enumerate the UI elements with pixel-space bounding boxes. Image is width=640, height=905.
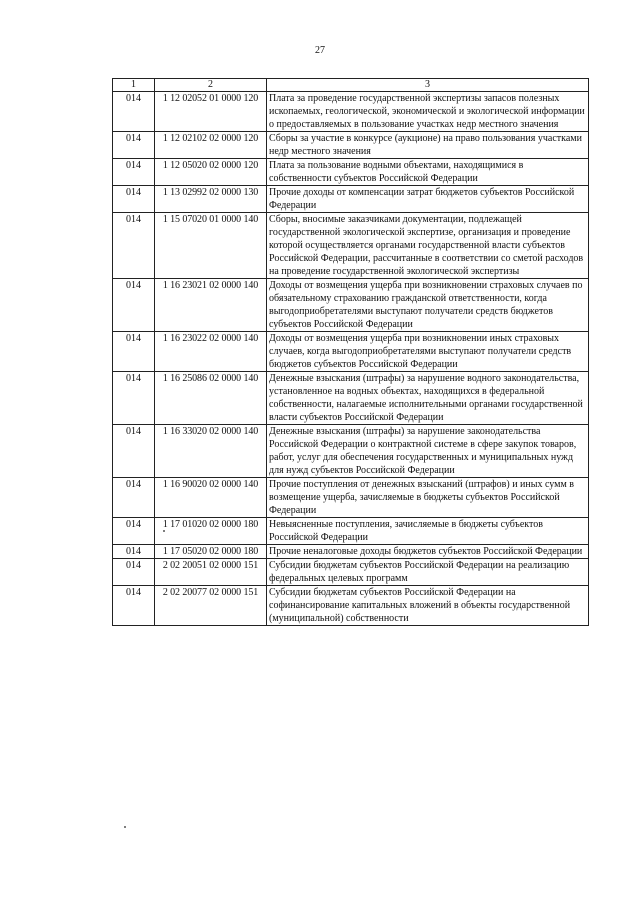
table-row [113,425,589,478]
description-cell: Прочие доходы от компенсации затрат бюджетов субъектов Российской Федерации [267,186,589,213]
description-cell: Денежные взыскания (штрафы) за нарушение водного законодательства, установленное на водных объектах, находящихся в федеральной собственности, налагаемые исполнительными органами государственной власти субъектов Российской Федерации [267,372,589,425]
admin-code-cell: 014 [113,92,155,132]
admin-code-cell: 014 [113,586,155,626]
description-cell: Плата за пользование водными объектами, находящимися в собственности субъектов Российской Федерации [267,159,589,186]
column-header-2: 2 [155,79,267,92]
revenue-code-cell: 1 12 05020 02 0000 120 [155,159,267,186]
description-cell: Невыясненные поступления, зачисляемые в бюджеты субъектов Российской Федерации [267,518,589,545]
admin-code-cell: 014 [113,132,155,159]
description-cell: Сборы за участие в конкурсе (аукционе) на право пользования участками недр местного значения [267,132,589,159]
table-row [113,92,589,132]
table-row [113,159,589,186]
description-cell: Доходы от возмещения ущерба при возникновении иных страховых случаев, когда выгодоприобретателями выступают получатели средств бюджетов субъектов Российской Федерации [267,332,589,372]
description-cell: Сборы, вносимые заказчиками документации, подлежащей государственной экологической экспертизе, организация и проведение которой осуществляется органами государственной власти субъектов Российской Федерации, рассчитанные в соответствии со сметой расходов на проведение государственной экологической экспертизы [267,213,589,279]
table-header-row [113,79,589,92]
table-row [113,586,589,626]
column-header-1: 1 [113,79,155,92]
admin-code-cell: 014 [113,372,155,425]
table-row [113,213,589,279]
table-row [113,279,589,332]
table-row [113,332,589,372]
revenue-code-cell: 2 02 20051 02 0000 151 [155,559,267,586]
page-number: 27 [315,45,325,56]
admin-code-cell: 014 [113,478,155,518]
revenue-code-cell: 1 16 90020 02 0000 140 [155,478,267,518]
revenue-code-cell: 1 17 05020 02 0000 180 [155,545,267,559]
revenue-code-cell: 2 02 20077 02 0000 151 [155,586,267,626]
revenue-code-cell: 1 13 02992 02 0000 130 [155,186,267,213]
admin-code-cell: 014 [113,332,155,372]
column-header-3: 3 [267,79,589,92]
table-row [113,186,589,213]
admin-code-cell: 014 [113,213,155,279]
description-cell: Плата за проведение государственной экспертизы запасов полезных ископаемых, геологической, экономической и экологической информации о предоставляемых в пользование участках недр местного значения [267,92,589,132]
description-cell: Прочие неналоговые доходы бюджетов субъектов Российской Федерации [267,545,589,559]
revenue-code-cell: 1 12 02052 01 0000 120 [155,92,267,132]
admin-code-cell: 014 [113,186,155,213]
revenue-code-cell: 1 16 23021 02 0000 140 [155,279,267,332]
table-row [113,559,589,586]
revenue-code-cell: 1 16 23022 02 0000 140 [155,332,267,372]
table-row [113,478,589,518]
admin-code-cell: 014 [113,518,155,545]
admin-code-cell: 014 [113,545,155,559]
table-row [113,518,589,545]
admin-code-cell: 014 [113,425,155,478]
description-cell: Субсидии бюджетам субъектов Российской Федерации на софинансирование капитальных вложений в объекты государственной (муниципальной) собственности [267,586,589,626]
revenue-code-cell: 1 16 25086 02 0000 140 [155,372,267,425]
table-row [113,132,589,159]
admin-code-cell: 014 [113,279,155,332]
revenue-code-cell: 1 15 07020 01 0000 140 [155,213,267,279]
description-cell: Прочие поступления от денежных взысканий (штрафов) и иных сумм в возмещение ущерба, зачисляемые в бюджеты субъектов Российской Федерации [267,478,589,518]
revenue-code-cell: 1 17 01020 02 0000 180 [155,518,267,545]
description-cell: Денежные взыскания (штрафы) за нарушение законодательства Российской Федерации о контрактной системе в сфере закупок товаров, работ, услуг для обеспечения государственных и муниципальных нужд для нужд субъектов Российской Федерации [267,425,589,478]
revenue-code-cell: 1 16 33020 02 0000 140 [155,425,267,478]
table-row [113,545,589,559]
revenue-codes-table [112,78,589,626]
description-cell: Доходы от возмещения ущерба при возникновении страховых случаев по обязательному страхованию гражданской ответственности, когда выгодоприобретателями выступают получатели средств бюджетов субъектов Российской Федерации [267,279,589,332]
scan-speck [124,826,126,828]
description-cell: Субсидии бюджетам субъектов Российской Федерации на реализацию федеральных целевых программ [267,559,589,586]
admin-code-cell: 014 [113,559,155,586]
revenue-code-cell: 1 12 02102 02 0000 120 [155,132,267,159]
table-row [113,372,589,425]
scan-speck [163,530,165,532]
admin-code-cell: 014 [113,159,155,186]
